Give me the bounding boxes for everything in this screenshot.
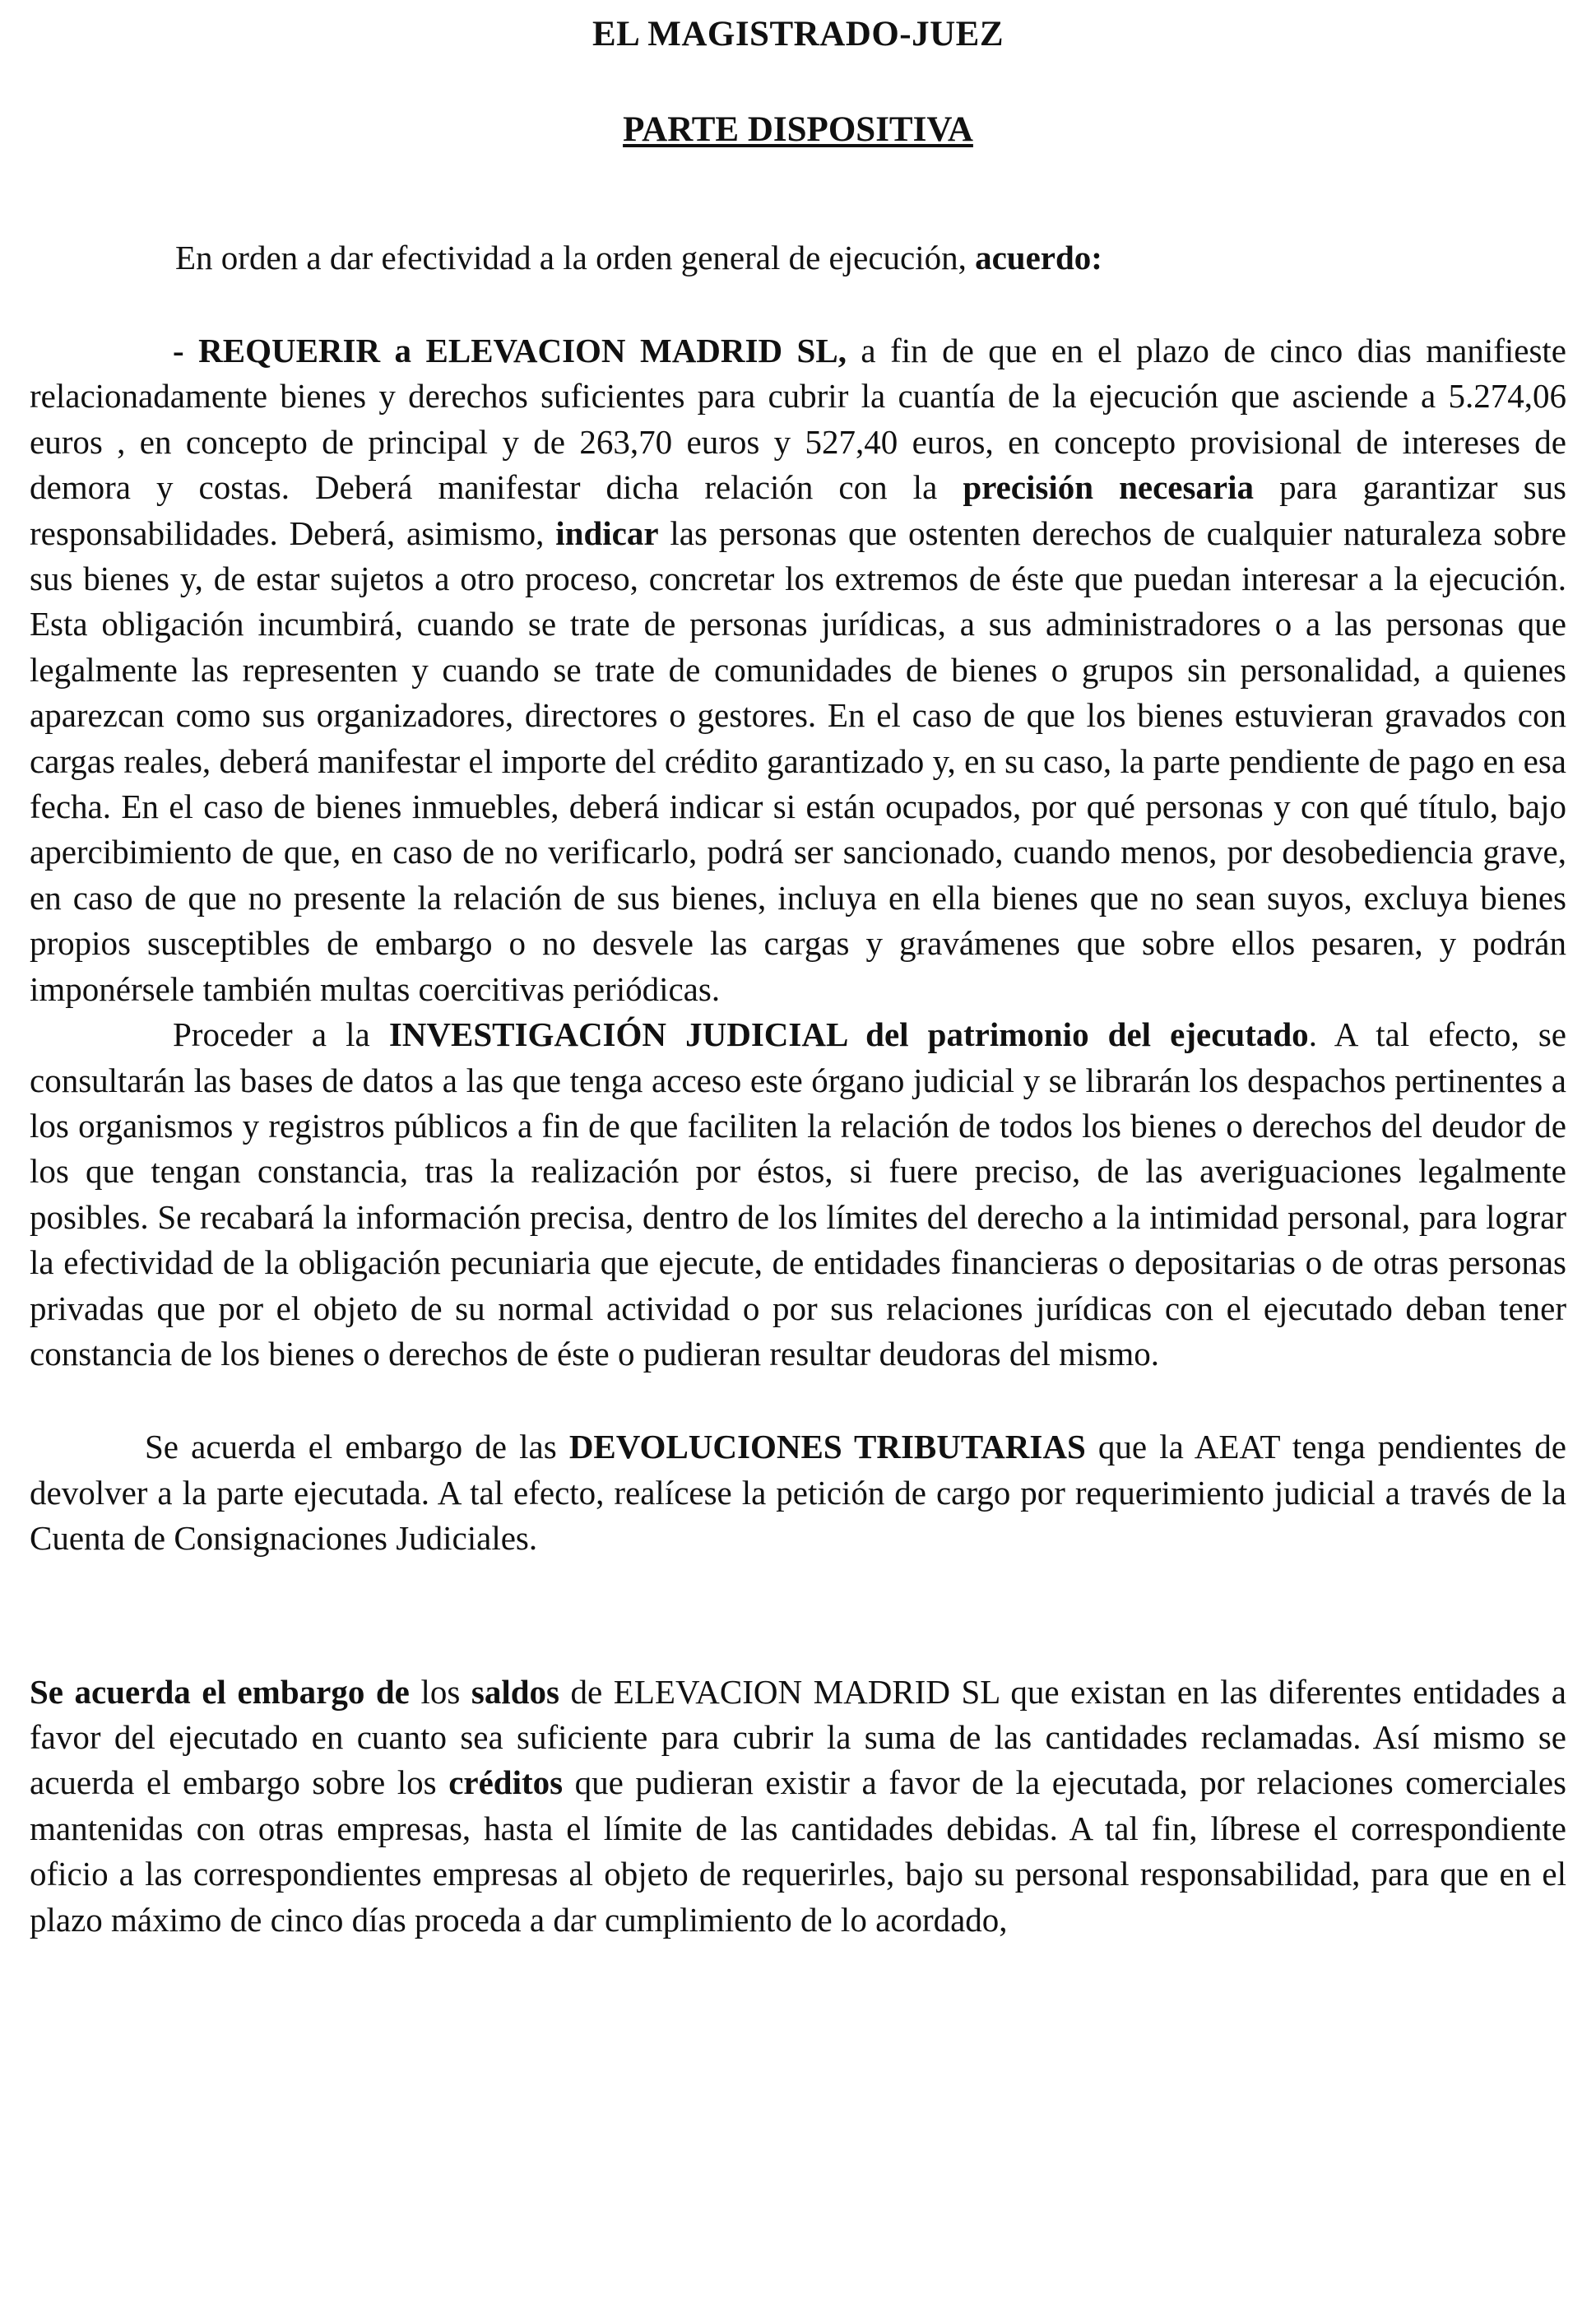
embargo-saldos-paragraph [30, 1670, 1566, 1943]
embargo-text-3: que pudieran existir a favor de la ejecutada, por relaciones comerciales mantenidas con otras empresas, hasta el límite de las cantidades debidas. A tal fin, líbrese el correspondiente oficio a las correspondientes empresas al objeto de requerirles, bajo su personal responsabilidad, para que en el plazo máximo de cinco días proceda a dar cumplimiento de lo acordado, [30, 1763, 1567, 1939]
embargo-text-1: los [409, 1672, 471, 1711]
requerir-paragraph [30, 328, 1566, 1012]
requerir-bold-2: precisión necesaria [963, 468, 1255, 507]
investigacion-bold-1: INVESTIGACIÓN JUDICIAL del patrimonio del ejecutado [388, 1015, 1309, 1054]
devoluciones-bold-1: DEVOLUCIONES TRIBUTARIAS [568, 1428, 1086, 1466]
investigacion-paragraph [30, 1012, 1566, 1377]
section-title: PARTE DISPOSITIVA [623, 110, 973, 149]
investigacion-text-2: . A tal efecto, se consultarán las bases de datos a las que tenga acceso este órgano judicial y se librarán los despachos pertinentes a los organismos y registros públicos a fin de que faciliten la relación de todos los bienes o derechos del deudor de los que tengan constancia, tras la realización por éstos, si fuere preciso, de las averiguaciones legalmente posibles. Se recabará la información precisa, dentro de los límites del derecho a la intimidad personal, para lograr la efectividad de la obligación pecuniaria que ejecute, de entidades financieras o depositarias o de otras personas privadas que por el objeto de su normal actividad o por sus relaciones jurídicas con el ejecutado deban tener constancia de los bienes o derechos de éste o pudieran resultar deudoras del mismo. [30, 1015, 1566, 1373]
embargo-bold-2: saldos [471, 1672, 559, 1711]
embargo-bold-1: Se acuerda el embargo de [30, 1672, 410, 1711]
requerir-bold-1: - REQUERIR a ELEVACION MADRID SL, [173, 332, 847, 369]
requerir-text-3: las personas que ostenten derechos de cualquier naturaleza sobre sus bienes y, de estar sujetos a otro proceso, concretar los extremos de éste que puedan interesar a la ejecución. Esta obligación incumbirá, cuando se trate de personas jurídicas, a sus administradores o a las personas que legalmente las representen y cuando se trate de comunidades de bienes o grupos sin personalidad, a quienes aparezcan como sus organizadores, directores o gestores. En el caso de que los bienes estuvieran gravados con cargas reales, deberá manifestar el importe del crédito garantizado y, en su caso, la parte pendiente de pago en esa fecha. En el caso de bienes inmuebles, deberá indicar si están ocupados, por qué personas y con qué título, bajo apercibimiento de que, en caso de no verificarlo, podrá ser sancionado, cuando menos, por desobediencia grave, en caso de que no presente la relación de sus bienes, incluya en ella bienes que no sean suyos, excluya bienes propios susceptibles de embargo o no desvele las cargas y gravámenes que sobre ellos pesaren, y podrán imponérsele también multas coercitivas periódicas. [30, 513, 1566, 1008]
requerir-text-2: para garantizar sus responsabilidades. Deberá, asimismo, [30, 468, 1567, 552]
requerir-lead-indent [30, 332, 173, 369]
embargo-text-2: de ELEVACION MADRID SL que existan en las diferentes entidades a favor del ejecutado en cuanto sea suficiente para cubrir la suma de las cantidades reclamadas. Así mismo se acuerda el embargo sobre los [30, 1672, 1566, 1802]
requerir-text-1: a fin de que en el plazo de cinco dias manifieste relacionadamente bienes y derechos suficientes para cubrir la cuantía de la ejecución que asciende a 5.274,06 euros , en concepto de principal y de 263,70 euros y 527,40 euros, en concepto provisional de intereses de demora y costas. Deberá manifestar dicha relación con la [30, 332, 1566, 507]
requerir-bold-3: indicar [555, 513, 659, 552]
intro-bold: acuerdo: [975, 239, 1102, 276]
devoluciones-paragraph [30, 1424, 1566, 1561]
devoluciones-text-2: que la AEAT tenga pendientes de devolver a la parte ejecutada. A tal efecto, realícese la petición de cargo por requerimiento judicial a través de la Cuenta de Consignaciones Judiciales. [30, 1428, 1566, 1558]
intro-paragraph [30, 236, 1566, 279]
intro-text: En orden a dar efectividad a la orden general de ejecución, [175, 239, 976, 276]
embargo-bold-3: créditos [448, 1763, 564, 1802]
devoluciones-text-1: Se acuerda el embargo de las [145, 1428, 569, 1466]
judge-title: EL MAGISTRADO-JUEZ [592, 15, 1004, 53]
investigacion-text-1: Proceder a la [173, 1015, 389, 1054]
